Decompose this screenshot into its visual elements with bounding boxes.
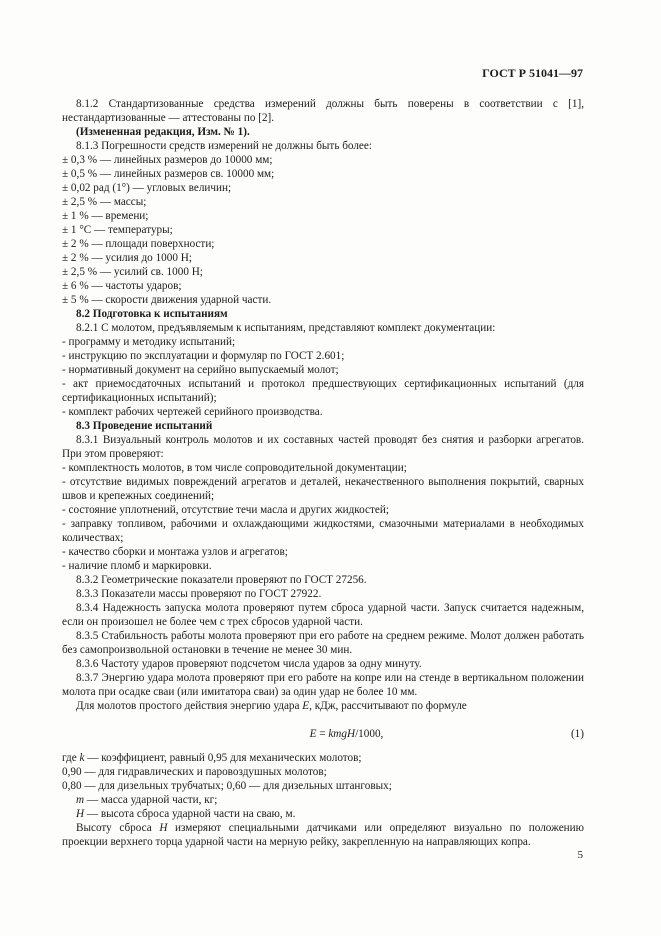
legend-h: H — высота сброса ударной части на сваю, м. (76, 808, 296, 820)
clause-8-3-5: 8.3.5 Стабильность работы молота проверяют при его работе на среднем режиме. Молот должен работать без самопроизвольной остановки в течение не менее 30 мин. (62, 630, 584, 656)
page-number: 5 (577, 849, 583, 861)
legend-k: где k — коэффициент, равный 0,95 для механических молотов; (62, 752, 362, 764)
clause-8-1-2: 8.1.2 Стандартизованные средства измерений должны быть поверены в соответствии с [1], нестандартизованные — аттестованы по [2]. (62, 98, 584, 124)
formula-expression: E = kmgH/1000, (309, 728, 384, 740)
drop-height-paragraph: Высоту сброса H измеряют специальными датчиками или определяют визуально по положению проекции верхнего торца ударной части на мерную рейку, закрепленную на направляющих копра. (62, 822, 584, 848)
amendment-note: (Измененная редакция, Изм. № 1). (76, 126, 250, 138)
clause-8-2-1: 8.2.1 С молотом, предъявляемым к испытаниям, представляют комплект документации: (76, 322, 496, 334)
list-item: - наличие пломб и маркировки. (62, 560, 212, 572)
clause-8-3-1: 8.3.1 Визуальный контроль молотов и их составных частей проводят без снятия и разборки агрегатов. При этом проверяют: (62, 434, 584, 460)
clause-8-3-6: 8.3.6 Частоту ударов проверяют подсчетом числа ударов за одну минуту. (76, 658, 422, 670)
list-item: - качество сборки и монтажа узлов и агрегатов; (62, 546, 288, 558)
tolerance-item: ± 5 % — скорости движения ударной части. (62, 294, 272, 306)
legend-k-value: 0,90 — для гидравлических и паровоздушных молотов; (62, 766, 327, 778)
legend-m: m — масса ударной части, кг; (76, 794, 218, 806)
tolerance-item: ± 0,5 % — линейных размеров св. 10000 мм; (62, 168, 275, 180)
tolerance-item: ± 1 °С — температуры; (62, 224, 173, 236)
list-item: - отсутствие видимых повреждений агрегатов и деталей, некачественного выполнения покрытий, сварных швов и крепежных соединений; (62, 476, 584, 502)
clause-8-3-2: 8.3.2 Геометрические показатели проверяют по ГОСТ 27256. (76, 574, 367, 586)
clause-8-3-4: 8.3.4 Надежность запуска молота проверяют путем сброса ударной части. Запуск считается надежным, если он произошел не более чем с трех сбросов ударной части. (62, 602, 584, 628)
formula-intro: Для молотов простого действия энергию удара E, кДж, рассчитывают по формуле (76, 700, 467, 712)
clause-8-1-3: 8.1.3 Погрешности средств измерений не должны быть более: (76, 140, 372, 152)
tolerance-item: ± 1 % — времени; (62, 210, 149, 222)
tolerance-item: ± 2 % — площади поверхности; (62, 238, 215, 250)
list-item: - нормативный документ на серийно выпускаемый молот; (62, 364, 339, 376)
list-item: - заправку топливом, рабочими и охлаждающими жидкостями, смазочными материалами в необходимых количествах; (62, 518, 584, 544)
clause-8-3-3: 8.3.3 Показатели массы проверяют по ГОСТ 27922. (76, 588, 322, 600)
page-body (62, 97, 584, 849)
list-item: - комплектность молотов, в том числе сопроводительной документации; (62, 462, 407, 474)
list-item: - состояние уплотнений, отсутствие течи масла и других жидкостей; (62, 504, 389, 516)
clause-8-3-7: 8.3.7 Энергию удара молота проверяют при его работе на копре или на стенде в вертикальном положении молота при осадке сваи (или имитатора сваи) за один удар не более 10 мм. (62, 672, 584, 698)
tolerance-item: ± 2,5 % — усилий св. 1000 Н; (62, 266, 203, 278)
formula-number: (1) (570, 728, 584, 740)
tolerance-item: ± 0,02 рад (1°) — угловых величин; (62, 182, 232, 194)
legend-k-value: 0,80 — для дизельных трубчатых; 0,60 — для дизельных штанговых; (62, 780, 392, 792)
tolerance-item: ± 6 % — частоты ударов; (62, 280, 182, 292)
list-item: - акт приемосдаточных испытаний и протокол предшествующих сертификационных испытаний (для сертификационных испытаний); (62, 378, 584, 404)
tolerance-item: ± 2,5 % — массы; (62, 196, 147, 208)
tolerance-item: ± 0,3 % — линейных размеров до 10000 мм; (62, 154, 273, 166)
list-item: - инструкцию по эксплуатации и формуляр по ГОСТ 2.601; (62, 350, 345, 362)
section-heading-8-2: 8.2 Подготовка к испытаниям (76, 308, 228, 320)
document-code: ГОСТ Р 51041—97 (482, 66, 583, 80)
energy-formula (62, 727, 584, 741)
section-heading-8-3: 8.3 Проведение испытаний (76, 420, 213, 432)
list-item: - комплект рабочих чертежей серийного производства. (62, 406, 323, 418)
list-item: - программу и методику испытаний; (62, 336, 236, 348)
tolerance-item: ± 2 % — усилия до 1000 Н; (62, 252, 192, 264)
